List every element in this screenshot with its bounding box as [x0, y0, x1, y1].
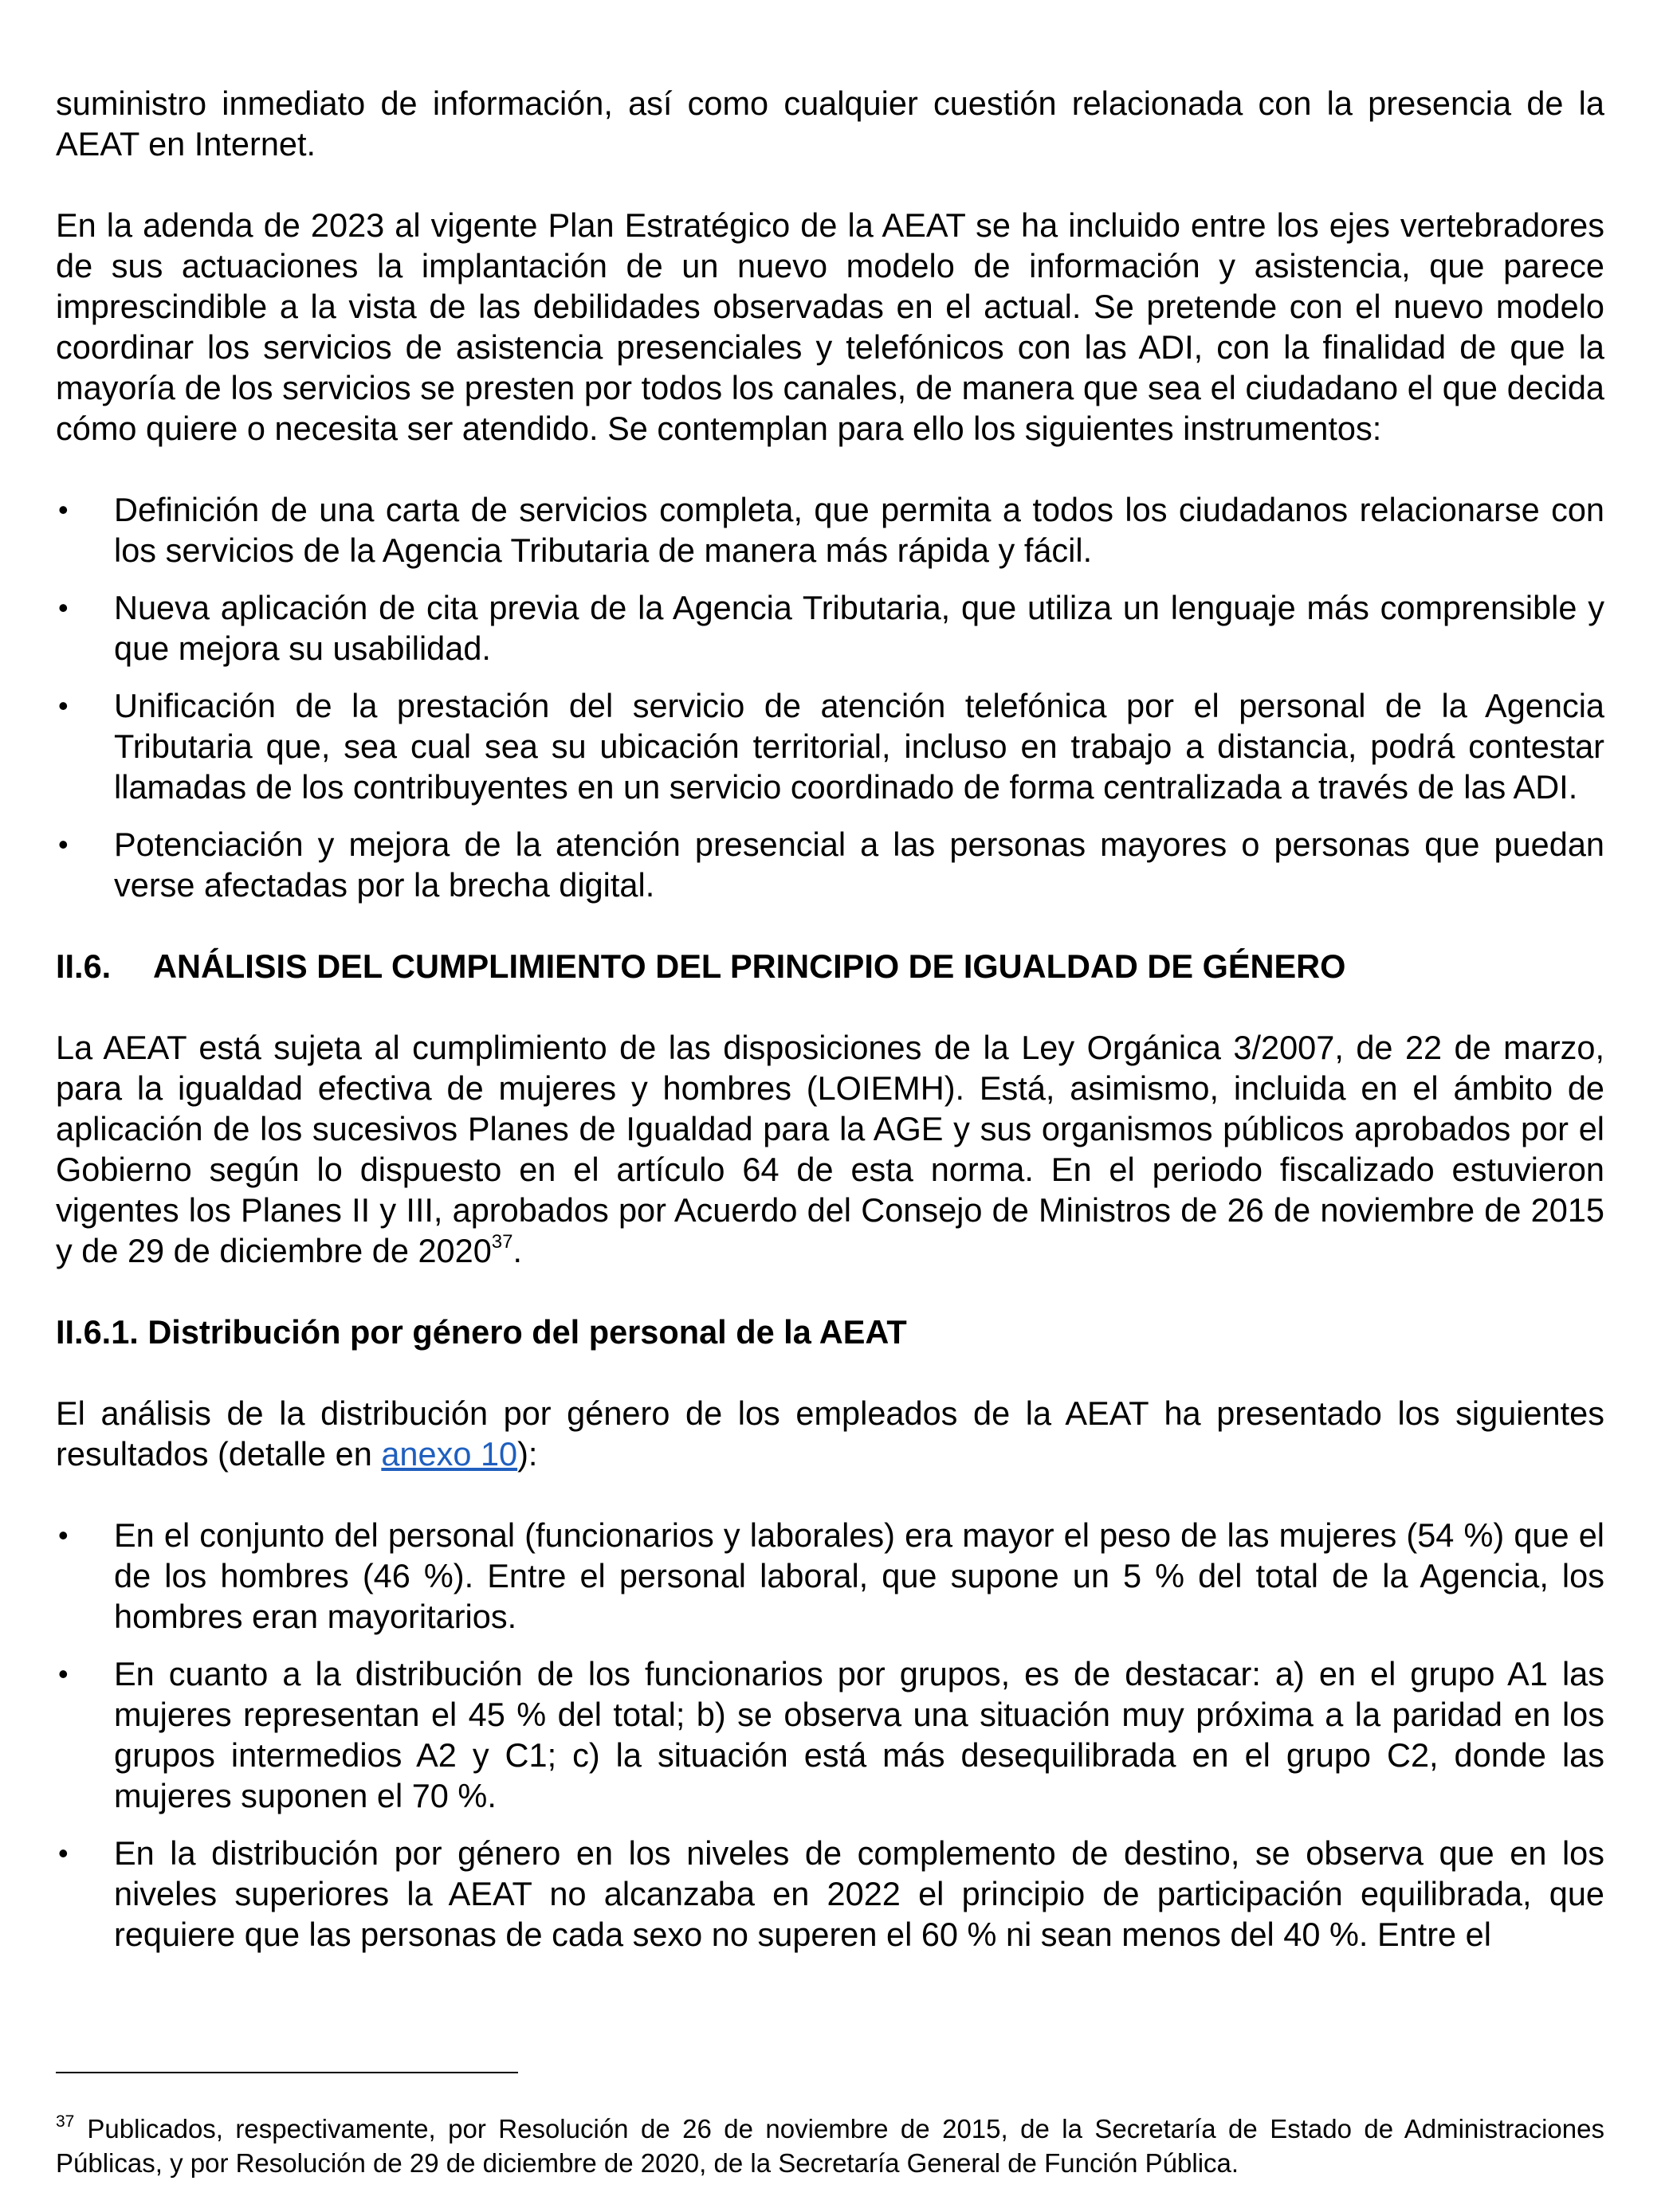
bullet-icon: • — [58, 493, 69, 526]
section-heading-ii61: II.6.1. Distribución por género del personal de la AEAT — [56, 1313, 907, 1351]
bullet-icon: • — [58, 1837, 69, 1869]
bullet-icon: • — [58, 1657, 69, 1690]
document-body — [56, 83, 1604, 1995]
annex-10-link[interactable]: anexo 10 — [381, 1435, 518, 1473]
section-title: ANÁLISIS DEL CUMPLIMIENTO DEL PRINCIPIO DE IGUALDAD DE GÉNERO — [153, 947, 1346, 985]
list-item — [56, 824, 1604, 905]
list-item-text: Potenciación y mejora de la atención presencial a las personas mayores o personas que puedan verse afectadas por la brecha digital. — [114, 826, 1604, 904]
bullet-icon: • — [58, 1519, 69, 1551]
list-item-text: En la distribución por género en los niveles de complemento de destino, se observa que en los niveles superiores la AEAT no alcanzaba en 2022 el principio de participación equilibrada, que requiere que las personas de cada sexo no superen el 60 % ni sean menos del 40 %. Entre el — [114, 1834, 1604, 1953]
footnote-text: Publicados, respectivamente, por Resolución de 26 de noviembre de 2015, de la Secretaría de Estado de Administraciones Públicas, y por Resolución de 29 de diciembre de 2020, de la Secretaría General de Función Pública. — [56, 2114, 1604, 2178]
list-item-text: En el conjunto del personal (funcionarios y laborales) era mayor el peso de las mujeres (54 %) que el de los hombres (46 %). Entre el personal laboral, que supone un 5 % del total de la Agencia, los hombres eran mayoritarios. — [114, 1516, 1604, 1635]
intro-paragraph-1: suministro inmediato de información, así como cualquier cuestión relacionada con la presencia de la AEAT en Internet. — [56, 84, 1604, 163]
list-item-text: Definición de una carta de servicios completa, que permita a todos los ciudadanos relacionarse con los servicios de la Agencia Tributaria de manera más rápida y fácil. — [114, 491, 1604, 569]
list-item — [56, 587, 1604, 669]
list-item — [56, 1833, 1604, 1955]
list-item — [56, 1515, 1604, 1637]
results-list — [56, 1515, 1604, 1955]
footnote-reference[interactable]: 37 — [491, 1231, 513, 1253]
ii6-paragraph — [56, 1027, 1604, 1271]
intro-paragraph-2: En la adenda de 2023 al vigente Plan Estratégico de la AEAT se ha incluido entre los ejes vertebradores de sus actuaciones la implantación de un nuevo modelo de información y asistencia, que parece imprescindible a la vista de las debilidades observadas en el actual. Se pretende con el nuevo modelo coordinar los servicios de asistencia presenciales y telefónicos con las ADI, con la finalidad de que la mayoría de los servicios se presten por todos los canales, de manera que sea el ciudadano el que decida cómo quiere o necesita ser atendido. Se contemplan para ello los siguientes instrumentos: — [56, 206, 1604, 447]
bullet-icon: • — [58, 689, 69, 722]
ii6-paragraph-end: . — [512, 1232, 523, 1269]
ii61-paragraph-text: El análisis de la distribución por género de los empleados de la AEAT ha presentado los siguientes resultados (detalle en — [56, 1394, 1604, 1473]
footnote-number: 37 — [56, 2112, 75, 2131]
ii61-paragraph — [56, 1393, 1604, 1474]
ii6-paragraph-text: La AEAT está sujeta al cumplimiento de las disposiciones de la Ley Orgánica 3/2007, de 22 de marzo, para la igualdad efectiva de mujeres y hombres (LOIEMH). Está, asimismo, incluida en el ámbito de aplicación de los sucesivos Planes de Igualdad para la AGE y sus organismos públicos aprobados por el Gobierno según lo dispuesto en el artículo 64 de esta norma. En el periodo fiscalizado estuvieron vigentes los Planes II y III, aprobados por Acuerdo del Consejo de Ministros de 26 de noviembre de 2015 y de 29 de diciembre de 2020 — [56, 1029, 1604, 1269]
bullet-icon: • — [58, 591, 69, 624]
instruments-list — [56, 489, 1604, 905]
footnote-divider — [56, 2072, 518, 2073]
ii61-paragraph-end: ): — [517, 1435, 538, 1473]
list-item — [56, 685, 1604, 807]
bullet-icon: • — [58, 828, 69, 861]
list-item — [56, 1653, 1604, 1816]
list-item — [56, 489, 1604, 571]
list-item-text: En cuanto a la distribución de los funcionarios por grupos, es de destacar: a) en el grupo A1 las mujeres representan el 45 % del total; b) se observa una situación muy próxima a la paridad en los grupos intermedios A2 y C1; c) la situación está más desequilibrada en el grupo C2, donde las mujeres suponen el 70 %. — [114, 1655, 1604, 1814]
list-item-text: Nueva aplicación de cita previa de la Agencia Tributaria, que utiliza un lenguaje más comprensible y que mejora su usabilidad. — [114, 589, 1604, 667]
section-heading-ii6 — [56, 946, 1604, 986]
section-number: II.6. — [56, 947, 112, 985]
list-item-text: Unificación de la prestación del servicio de atención telefónica por el personal de la Agencia Tributaria que, sea cual sea su ubicación territorial, incluso en trabajo a distancia, podrá contestar llamadas de los contribuyentes en un servicio coordinado de forma centralizada a través de las ADI. — [114, 687, 1604, 806]
footnote — [56, 2112, 1604, 2180]
